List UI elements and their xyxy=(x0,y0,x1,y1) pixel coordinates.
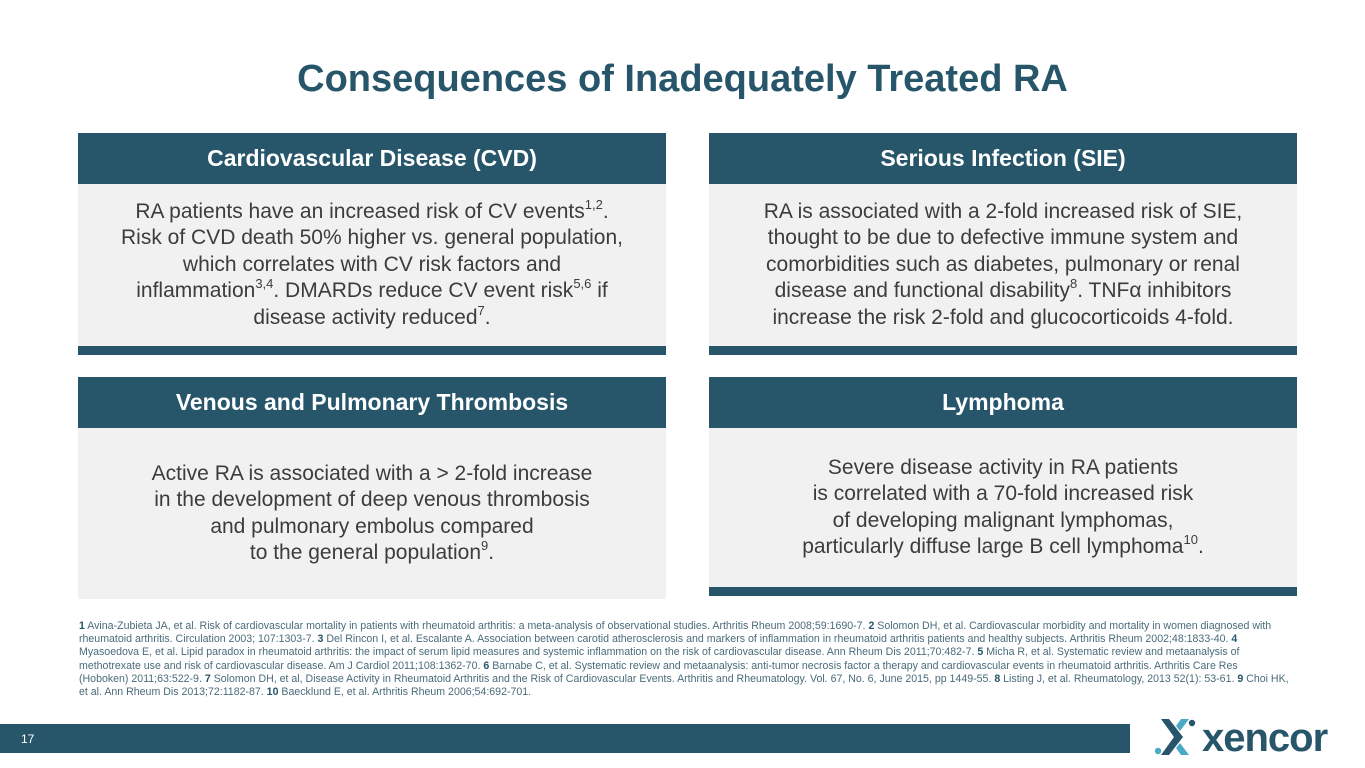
reference-text: Baecklund E, et al. Arthritis Rheum 2006;54:692-701. xyxy=(278,686,532,699)
body-text: thought to be due to defective immune system and xyxy=(767,226,1239,250)
card-body-line xyxy=(729,278,1277,305)
citation-superscript: 8 xyxy=(1069,276,1078,292)
body-text: is correlated with a 70-fold increased risk xyxy=(812,482,1194,505)
citation-superscript: 9 xyxy=(481,538,489,553)
reference-number: 3 xyxy=(317,633,324,646)
body-text: Risk of CVD death 50% higher vs. general population, xyxy=(121,226,623,250)
reference-text: Solomon DH, et al. Cardiovascular morbidity and mortality in women diagnosed with rheumatoid arthritis. Circulation 2003; 107:1303-7. xyxy=(79,620,1272,646)
card-heading: Serious Infection (SIE) xyxy=(709,133,1297,184)
card-body-line xyxy=(98,302,646,332)
reference-number: 6 xyxy=(483,659,490,672)
card-body-line xyxy=(98,487,646,514)
body-text: of developing malignant lymphomas, xyxy=(832,508,1174,532)
body-text: comorbidities such as diabetes, pulmonary or renal xyxy=(766,252,1240,276)
body-text: . xyxy=(488,541,495,564)
reference-text: Del Rincon I, et al. Escalante A. Association between carotid atherosclerosis and markers of inflammation in rheumatoid arthritis patients and healthy subjects. Arthritis Rheum 2002;48:1833-40. xyxy=(323,633,1232,646)
reference-text: Listing J, et al. Rheumatology, 2013 52(1): 53-61. xyxy=(1000,672,1238,685)
citation-superscript: 7 xyxy=(477,302,485,318)
card-body-line xyxy=(98,278,646,305)
card-body-line xyxy=(98,225,646,252)
body-text: Active RA is associated with a > 2-fold increase xyxy=(151,461,593,485)
reference-number: 5 xyxy=(977,646,984,659)
card-body-line xyxy=(98,540,646,567)
card-body xyxy=(709,428,1297,587)
card-body-line xyxy=(729,481,1277,508)
body-text: inflammation xyxy=(136,279,256,303)
xencor-logo-icon xyxy=(1152,715,1198,761)
body-text: . xyxy=(484,305,491,329)
slide-title: Consequences of Inadequately Treated RA xyxy=(297,58,1068,100)
card-footer-bar xyxy=(78,346,666,355)
card-serious-infection xyxy=(709,133,1297,355)
body-text: disease and functional disability xyxy=(774,279,1070,303)
card-body-line xyxy=(729,199,1277,226)
card-footer-bar xyxy=(709,346,1297,355)
reference-number: 2 xyxy=(868,620,875,632)
body-text: and pulmonary embolus compared xyxy=(210,514,534,538)
body-text: . xyxy=(1197,535,1204,558)
citation-superscript: 1,2 xyxy=(584,196,603,212)
body-text: particularly diffuse large B cell lymphoma xyxy=(802,535,1184,558)
citation-superscript: 3,4 xyxy=(255,276,274,292)
card-lymphoma xyxy=(709,377,1297,596)
body-text: RA patients have an increased risk of CV events xyxy=(135,199,585,223)
card-body-line xyxy=(729,305,1277,332)
card-body-line xyxy=(98,196,646,226)
body-text: if xyxy=(591,279,608,303)
card-heading: Lymphoma xyxy=(709,377,1297,428)
reference-number: 9 xyxy=(1237,672,1244,685)
body-text: which correlates with CV risk factors and xyxy=(182,252,562,276)
reference-number: 4 xyxy=(1231,633,1238,646)
body-text: to the general population xyxy=(249,541,482,564)
reference-text: Myasoedova E, et al. Lipid paradox in rheumatoid arthritis: the impact of serum lipid measures and systemic inflammation on the risk of cardiovascular disease. Ann Rheum Dis 2011;70:482-7. xyxy=(79,646,978,659)
reference-number: 7 xyxy=(204,672,211,685)
references xyxy=(79,620,1289,699)
card-body-line xyxy=(729,455,1277,482)
reference-number: 10 xyxy=(266,686,279,699)
card-body-line xyxy=(98,461,646,488)
reference-text: Choi HK, et al. Ann Rheum Dis 2013;72:1182-87. xyxy=(79,672,1289,699)
reference-number: 1 xyxy=(79,620,85,632)
body-text: increase the risk 2-fold and glucocorticoids 4-fold. xyxy=(772,305,1234,329)
card-body-line xyxy=(729,225,1277,252)
card-body xyxy=(78,428,666,599)
card-body-line xyxy=(98,252,646,279)
citation-superscript: 5,6 xyxy=(573,276,592,292)
reference-text: Solomon DH, et al, Disease Activity in Rheumatoid Arthritis and the Risk of Cardiovascular Events. Arthritis and Rheumatology. Vol. 67, No. 6, June 2015, pp 1449-55. xyxy=(210,672,995,685)
reference-number: 8 xyxy=(994,672,1001,685)
body-text: . TNFα inhibitors xyxy=(1077,279,1232,303)
card-footer-bar xyxy=(709,587,1297,596)
body-text: . xyxy=(602,199,609,223)
card-heading: Cardiovascular Disease (CVD) xyxy=(78,133,666,184)
body-text: Severe disease activity in RA patients xyxy=(827,455,1179,479)
xencor-logo xyxy=(1152,712,1327,764)
card-venous-pulmonary-thrombosis xyxy=(78,377,666,599)
reference-text: Barnabe C, et al. Systematic review and metaanalysis: anti-tumor necrosis factor a therapy and cardiovascular events in rheumatoid arthritis. Arthritis Care Res (Hoboken) 2011;63:522-9. xyxy=(79,659,1238,685)
body-text: disease activity reduced xyxy=(253,305,478,329)
reference-text: Micha R, et al. Systematic review and metaanalysis of methotrexate use and risk of cardiovascular disease. Am J Cardiol 2011;108:1362-70. xyxy=(79,646,1240,672)
body-text: in the development of deep venous thrombosis xyxy=(154,488,590,511)
footer-bar xyxy=(0,724,1130,753)
body-text: . DMARDs reduce CV event risk xyxy=(273,279,574,303)
card-body-line xyxy=(98,514,646,541)
citation-superscript: 10 xyxy=(1183,532,1198,547)
card-body-line xyxy=(729,508,1277,535)
card-body-line xyxy=(729,534,1277,561)
reference-text: Avina-Zubieta JA, et al. Risk of cardiovascular mortality in patients with rheumatoid arthritis: a meta-analysis of observational studies. Arthritis Rheum 2008;59:1690-7. xyxy=(84,620,869,632)
card-body xyxy=(709,184,1297,346)
body-text: RA is associated with a 2-fold increased risk of SIE, xyxy=(763,199,1243,223)
card-body-line xyxy=(729,252,1277,279)
card-heading: Venous and Pulmonary Thrombosis xyxy=(78,377,666,428)
logo-wordmark: xencor xyxy=(1202,716,1328,760)
card-body xyxy=(78,184,666,346)
card-cardiovascular-disease xyxy=(78,133,666,355)
page-number: 17 xyxy=(21,732,35,746)
